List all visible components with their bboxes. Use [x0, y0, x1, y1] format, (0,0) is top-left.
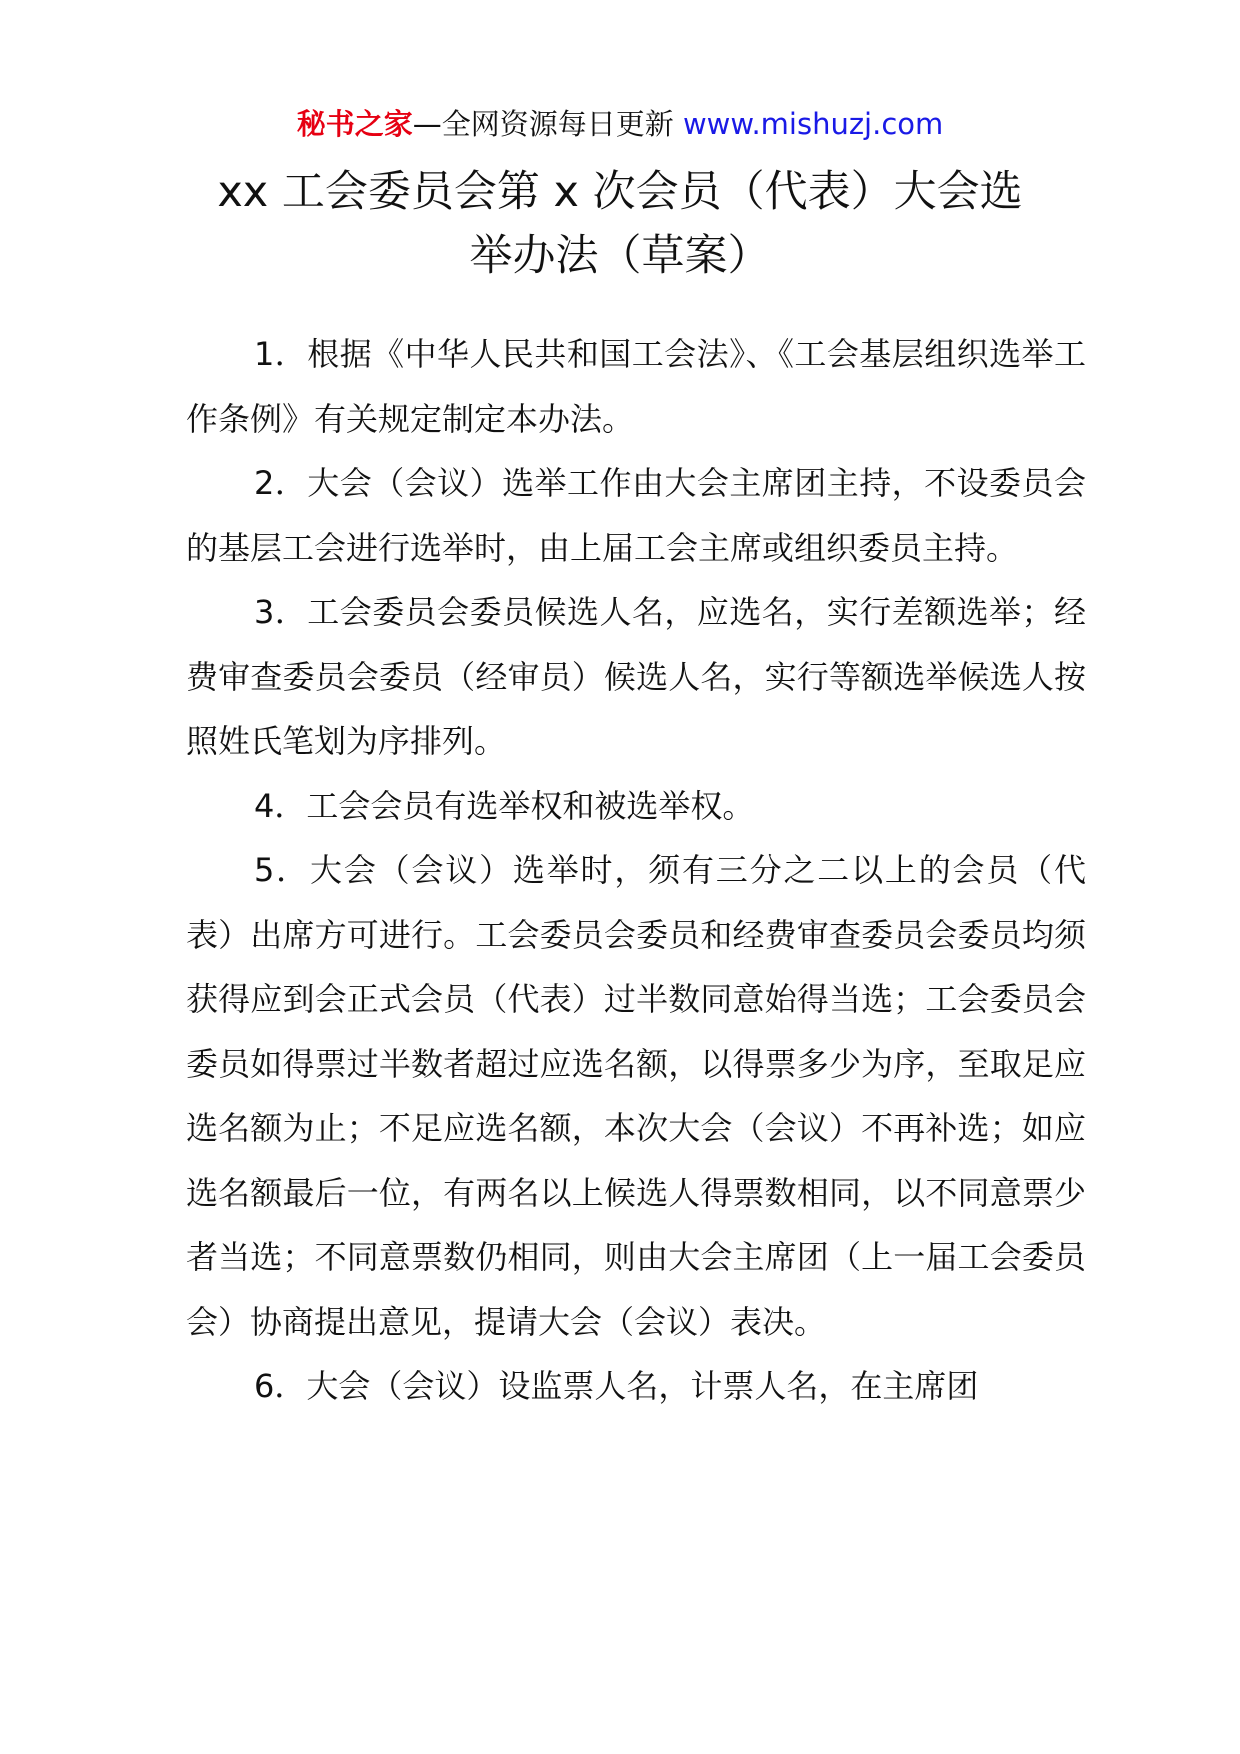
title-line-2: 举办法（草案）	[469, 231, 771, 281]
paragraph-6: 6．大会（会议）设监票人名，计票人名，在主席团	[254, 1367, 979, 1405]
site-url-link[interactable]: www.mishuzj.com	[682, 107, 944, 141]
document-title	[170, 160, 1070, 288]
paragraph-2: 2．大会（会议）选举工作由大会主席团主持，不设委员会的基层工会进行选举时，由上届工会主席或组织委员主持。	[186, 464, 1086, 567]
paragraph-4: 4．工会会员有选举权和被选举权。	[254, 786, 755, 825]
paragraph-5: 5．大会（会议）选举时，须有三分之二以上的会员（代表）出席方可进行。工会委员会委员和经费审查委员会委员均须获得应到会正式会员（代表）过半数同意始得当选；工会委员会委员如得票过半数者超过应选名额，以得票多少为序，至取足应选名额为止；不足应选名额，本次大会（会议）不再补选；如应选名额最后一位，有两名以上候选人得票数相同，以不同意票少者当选；不同意票数仍相同，则由大会主席团（上一届工会委员会）协商提出意见，提请大会（会议）表决。	[186, 851, 1086, 1341]
document-body	[186, 322, 1086, 1419]
paragraph-3: 3．工会委员会委员候选人名，应选名，实行差额选举；经费审查委员会委员（经审员）候选人名，实行等额选举候选人按照姓氏笔划为序排列。	[186, 593, 1086, 760]
site-header	[0, 104, 1240, 144]
title-line-1: xx 工会委员会第 x 次会员（代表）大会选	[217, 167, 1023, 217]
brand-name: 秘书之家	[296, 107, 413, 141]
header-slogan: —全网资源每日更新	[412, 107, 674, 141]
paragraph-1: 1．根据《中华人民共和国工会法》、《工会基层组织选举工作条例》有关规定制定本办法。	[186, 335, 1086, 438]
